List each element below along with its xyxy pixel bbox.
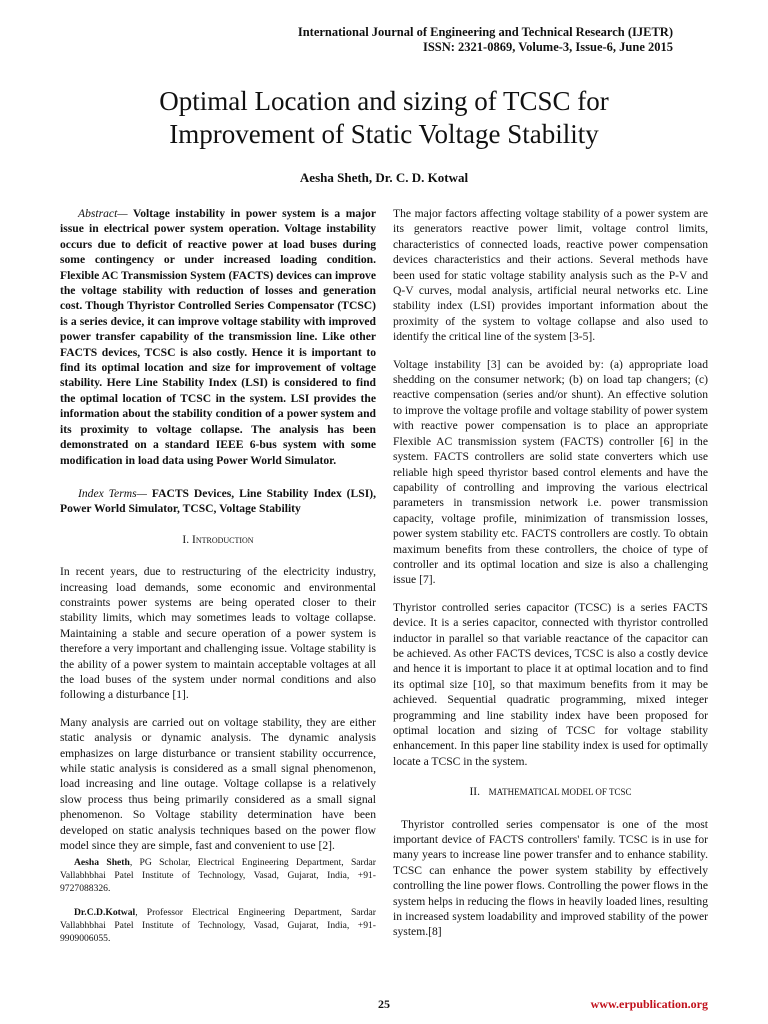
footnote-author-2-name: Dr.C.D.Kotwal xyxy=(74,907,136,918)
journal-header xyxy=(298,25,673,55)
body-paragraph-1: The major factors affecting voltage stability of a power system are its generators reactive power limit, voltage control limits, characteristics of connected loads, reactive power compensation devices characteristics and their actions. Several methods have been used for static voltage stability analysis such as the P-V and Q-V curves, modal analysis, artificial neural networks etc. Line stability index (LSI) provides important information about the proximity of the system to voltage collapse and also used to identify the critical line of the system [3-5]. xyxy=(393,207,708,344)
section-number: I. xyxy=(182,533,190,546)
abstract xyxy=(60,206,376,468)
section-title: Introduction xyxy=(191,533,254,546)
abstract-text: Voltage instability in power system is a major issue in electrical power system operation. Voltage instability occurs due to deficit of reactive power at load buses during some contingency or under increased loading condition. Flexible AC Transmission System (FACTS) devices can improve the voltage stability with reduction of losses and generation cost. Though Thyristor Controlled Series Compensator (TCSC) is a series device, it can improve voltage stability with improved power transfer capability of the transmission line. Like other FACTS devices, TCSC is also costly. Hence it is important to find its optimal location and size for improvement of voltage stability. Here Line Stability Index (LSI) is considered to find the optimal location of TCSC in the system. LSI provides the information about the stability condition of a power system and its proximity to voltage collapse. The analysis has been demonstrated on a standard IEEE 6-bus system with some modification in load data using Power World Simulator. xyxy=(60,207,376,467)
paper-authors: Aesha Sheth, Dr. C. D. Kotwal xyxy=(299,170,469,185)
index-terms-lead: Index Terms— xyxy=(78,486,147,500)
footnote-author-1 xyxy=(60,856,376,895)
author-footnotes xyxy=(60,856,376,956)
index-terms xyxy=(60,486,376,517)
page-number: 25 xyxy=(378,997,390,1011)
paper-title-line-2: Improvement of Static Voltage Stability xyxy=(169,119,599,149)
intro-paragraph-2: Many analysis are carried out on voltage stability, they are either static analysis or dynamic analysis. The dynamic analysis emphasizes on large disturbance or transient stability occurrence, while static analysis is considered as a small signal phenomenon, load increasing and line outage. Voltage collapse is a relatively slow process thus being primarily considered as a small signal phenomenon. So Voltage stability determination have been developed on static analysis techniques based on the power flow model since they are simple, fast and convenient to use [2]. xyxy=(60,715,376,853)
paper-title-line-1: Optimal Location and sizing of TCSC for xyxy=(159,86,609,116)
body-paragraph-4: Thyristor controlled series compensator is one of the most important device of FACTS controllers' family. TCSC is in use for many years to increase line power transfer and to enhance stability. TCSC can enhance the power system stability by effectively controlling the line power flows. Controlling the power flows in the system helps in reducing the flows in heavily loaded lines, resulting in increased system loadability and improved stability of the power system.[8] xyxy=(393,817,708,939)
footnote-author-1-text: , PG Scholar, Electrical Engineering Department, Sardar Vallabhbhai Patel Institute of Technology, Vasad, Gujarat, India, +91-9727088326. xyxy=(60,857,376,894)
footnote-author-2 xyxy=(60,906,376,945)
section-title: MATHEMATICAL MODEL OF TCSC xyxy=(488,787,632,798)
publisher-website-link[interactable]: www.erpublication.org xyxy=(590,997,708,1011)
footnote-author-2-text: , Professor Electrical Engineering Department, Sardar Vallabhbhai Patel Institute of Technology, Vasad, Gujarat, India, +91-9909006055. xyxy=(60,907,376,944)
right-column xyxy=(393,206,708,952)
body-paragraph-3: Thyristor controlled series capacitor (TCSC) is a series FACTS device. It is a series capacitor, connected with thyristor controlled inductor in parallel so that variable reactance of the capacitor can be achieved. As other FACTS devices, TCSC is also a costly device and hence it is important to place it at optimal location and to find its optimal size [10], so that maximum benefits from it may be achieved. Sequential quadratic programming, mixed integer programming and line stability index have been proposed for optimal location and sizing of TCSC for voltage stability enhancement. In this paper line stability index is used for optimally locate a TCSC in the system. xyxy=(393,600,708,768)
section-number: II. xyxy=(469,786,480,799)
journal-issn: ISSN: 2321-0869, Volume-3, Issue-6, June 2015 xyxy=(422,40,673,54)
footnote-author-1-name: Aesha Sheth xyxy=(74,857,130,868)
body-paragraph-2: Voltage instability [3] can be avoided by: (a) appropriate load shedding on the consumer network; (b) on load tap changers; (c) reactive compensation (series and/or shunt). An effective solution to improve the voltage profile and voltage stability of power system with reactive power compensation is to place an appropriate Flexible AC transmission system (FACTS) controller [6] in the system. FACTS controllers are solid state converters which use reliable high speed thyristor based control elements and have the capability of controlling and improving the various electrical parameters in transmission network i.e. power transmission capacity, voltage profile, minimization of transmission losses, power system stability etc. FACTS controllers are costly. To obtain maximum benefits from these controllers, the choice of type of controller and its optimal location and size is also a challenging issue [7]. xyxy=(393,357,708,587)
index-terms-text: FACTS Devices, Line Stability Index (LSI), Power World Simulator, TCSC, Voltage Stability xyxy=(60,486,376,516)
abstract-lead: Abstract— xyxy=(78,207,128,220)
left-column xyxy=(60,206,376,865)
section-heading-introduction xyxy=(60,533,376,548)
intro-paragraph-1: In recent years, due to restructuring of the electricity industry, increasing load demands, some economic and environmental constraints power systems are being operated closer to their stability limits, which may sometimes leads to voltage collapse. Maintaining a stable and secure operation of a power system is therefore a very important and challenging issue. Voltage stability is the ability of a power system to maintain acceptable voltages at all the load buses of the system under normal conditions and also following a disturbance [1]. xyxy=(60,565,376,702)
section-heading-mathematical-model xyxy=(393,785,708,800)
journal-name: International Journal of Engineering and Technical Research (IJETR) xyxy=(297,25,673,39)
paper-title xyxy=(0,85,768,151)
